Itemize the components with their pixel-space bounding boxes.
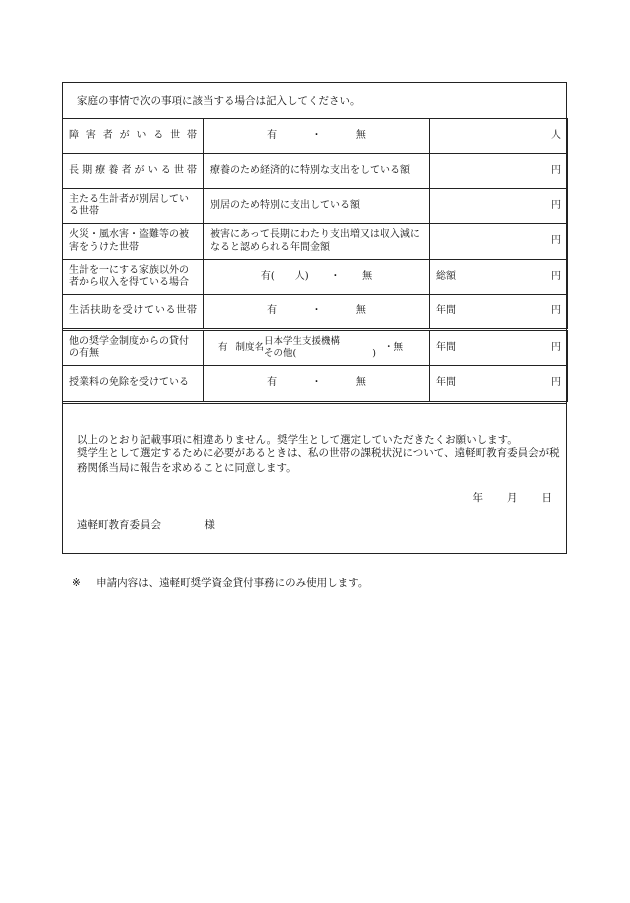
table-row [63, 119, 568, 154]
yes-option[interactable]: 有 [267, 377, 278, 389]
amount-prefix: 総額 [436, 270, 456, 282]
yes-option[interactable]: 有 [267, 129, 278, 141]
description-cell: 療養のため経済的に特別な支出をしている額 [204, 154, 430, 189]
table-row [63, 154, 568, 189]
intro-text: 家庭の事情で次の事項に該当する場合は記入してください。 [77, 95, 361, 107]
jasso-option[interactable]: 日本学生支援機構 [264, 336, 341, 348]
amount-cell[interactable] [430, 154, 568, 189]
row-label: 授業料の免除を受けている [63, 366, 204, 402]
amount-prefix: 年間 [436, 305, 456, 317]
row-label: 障害者がいる世帯 [63, 119, 204, 154]
amount-cell[interactable] [430, 366, 568, 402]
row-label: 他の奨学金制度からの貸付の有無 [63, 330, 204, 366]
table-row [63, 366, 568, 402]
unit-label: 人 [551, 129, 561, 141]
no-option[interactable]: 無 [362, 270, 373, 282]
unit-label: 円 [551, 377, 561, 389]
amount-cell[interactable] [430, 330, 568, 366]
table-row [63, 330, 568, 366]
separator-dot: ・ [311, 377, 322, 389]
reference-mark: ※ [72, 577, 81, 589]
separator-dot: ・ [330, 270, 341, 282]
amount-prefix: 年間 [436, 341, 456, 353]
addressee [77, 517, 215, 532]
row-label: 長期療養者がいる世帯 [63, 154, 204, 189]
unit-label: 円 [551, 270, 561, 282]
day-label: 日 [541, 492, 552, 504]
table-row [63, 260, 568, 295]
yes-option[interactable]: 有( 人) [260, 270, 309, 282]
no-option[interactable]: ・無 [383, 342, 403, 354]
footnote [72, 575, 368, 590]
row-label: 主たる生計者が別居している世帯 [63, 189, 204, 224]
declaration-paragraph-2: 奨学生として選定するために必要があるときは、私の世帯の課税状況について、遠軽町教育委員会が税務関係当局に報告を求めることに同意します。 [77, 447, 560, 474]
yes-no-cell[interactable] [204, 260, 430, 295]
no-option[interactable]: 無 [355, 129, 366, 141]
yes-no-cell[interactable] [204, 119, 430, 154]
separator-dot: ・ [311, 305, 322, 317]
unit-label: 円 [551, 305, 561, 317]
row-label: 火災・風水害・盗難等の被害をうけた世帯 [63, 224, 204, 260]
other-option[interactable]: その他( ) [264, 348, 376, 359]
system-name-label: 制度名 [235, 342, 265, 354]
household-circumstances-table [62, 118, 568, 402]
amount-prefix: 年間 [436, 377, 456, 389]
table-row [63, 189, 568, 224]
amount-cell[interactable] [430, 189, 568, 224]
unit-label: 円 [551, 341, 561, 353]
amount-cell[interactable] [430, 295, 568, 330]
addressee-name: 遠軽町教育委員会 [77, 519, 161, 531]
declaration-section [63, 401, 566, 556]
description-cell: 被害にあって長期にわたり支出増又は収入減になると認められる年間金額 [204, 224, 430, 260]
amount-cell[interactable] [430, 119, 568, 154]
date-fields[interactable] [473, 490, 553, 505]
table-row [63, 224, 568, 260]
unit-label: 円 [551, 164, 561, 176]
unit-label: 円 [551, 199, 561, 211]
description-cell: 別居のため特別に支出している額 [204, 189, 430, 224]
declaration-paragraph-1: 以上のとおり記載事項に相違ありません。奨学生として選定していただきたくお願いします。 [77, 434, 518, 446]
application-form-frame [62, 82, 567, 554]
year-label: 年 [472, 492, 483, 504]
amount-cell[interactable] [430, 224, 568, 260]
no-option[interactable]: 無 [355, 377, 366, 389]
separator-dot: ・ [311, 129, 322, 141]
loan-cell[interactable] [204, 330, 430, 366]
yes-no-cell[interactable] [204, 295, 430, 330]
yes-option[interactable]: 有 [218, 342, 228, 354]
yes-option[interactable]: 有 [267, 305, 278, 317]
unit-label: 円 [551, 235, 561, 247]
row-label: 生活扶助を受けている世帯 [63, 295, 204, 330]
no-option[interactable]: 無 [355, 305, 366, 317]
amount-cell[interactable] [430, 260, 568, 295]
table-row [63, 295, 568, 330]
honorific: 様 [204, 519, 215, 531]
month-label: 月 [507, 492, 518, 504]
yes-no-cell[interactable] [204, 366, 430, 402]
footnote-text: 申請内容は、遠軽町奨学資金貸付事務にのみ使用します。 [96, 577, 369, 589]
row-label: 生計を一にする家族以外の者から収入を得ている場合 [63, 260, 204, 295]
